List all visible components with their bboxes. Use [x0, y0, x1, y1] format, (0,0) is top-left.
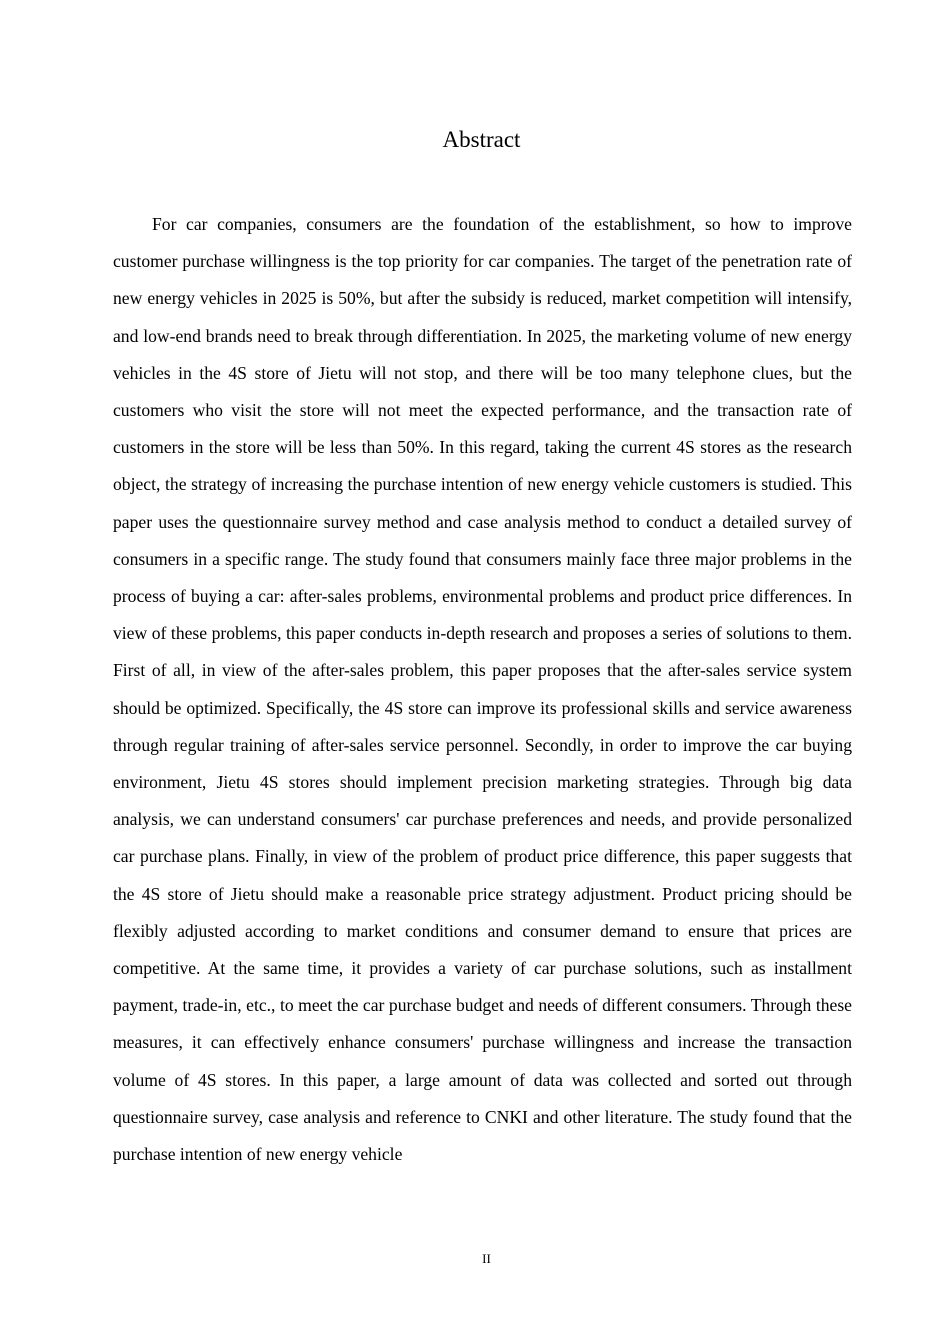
abstract-body: For car companies, consumers are the foundation of the establishment, so how to improve customer purchase willingness is the top priority for car companies. The target of the penetration rate of new energy vehicles in 2025 is 50%, but after the subsidy is reduced, market competition will intensify, and low-end brands need to break through differentiation. In 2025, the marketing volume of new energy vehicles in the 4S store of Jietu will not stop, and there will be too many telephone clues, but the customers who visit the store will not meet the expected performance, and the transaction rate of customers in the store will be less than 50%. In this regard, taking the current 4S stores as the research object, the strategy of increasing the purchase intention of new energy vehicle customers is studied. This paper uses the questionnaire survey method and case analysis method to conduct a detailed survey of consumers in a specific range. The study found that consumers mainly face three major problems in the process of buying a car: after-sales problems, environmental problems and product price differences. In view of these problems, this paper conducts in-depth research and proposes a series of solutions to them. First of all, in view of the after-sales problem, this paper proposes that the after-sales service system should be optimized. Specifically, the 4S store can improve its professional skills and service awareness through regular training of after-sales service personnel. Secondly, in order to improve the car buying environment, Jietu 4S stores should implement precision marketing strategies. Through big data analysis, we can understand consumers' car purchase preferences and needs, and provide personalized car purchase plans. Finally, in view of the problem of product price difference, this paper suggests that the 4S store of Jietu should make a reasonable price strategy adjustment. Product pricing should be flexibly adjusted according to market conditions and consumer demand to ensure that prices are competitive. At the same time, it provides a variety of car purchase solutions, such as installment payment, trade-in, etc., to meet the car purchase budget and needs of different consumers. Through these measures, it can effectively enhance consumers' purchase willingness and increase the transaction volume of 4S stores. In this paper, a large amount of data was collected and sorted out through questionnaire survey, case analysis and reference to CNKI and other literature. The study found that the purchase intention of new energy vehicle: [113, 214, 852, 1165]
page-title: Abstract: [442, 127, 521, 152]
page-number: II: [482, 1251, 491, 1266]
